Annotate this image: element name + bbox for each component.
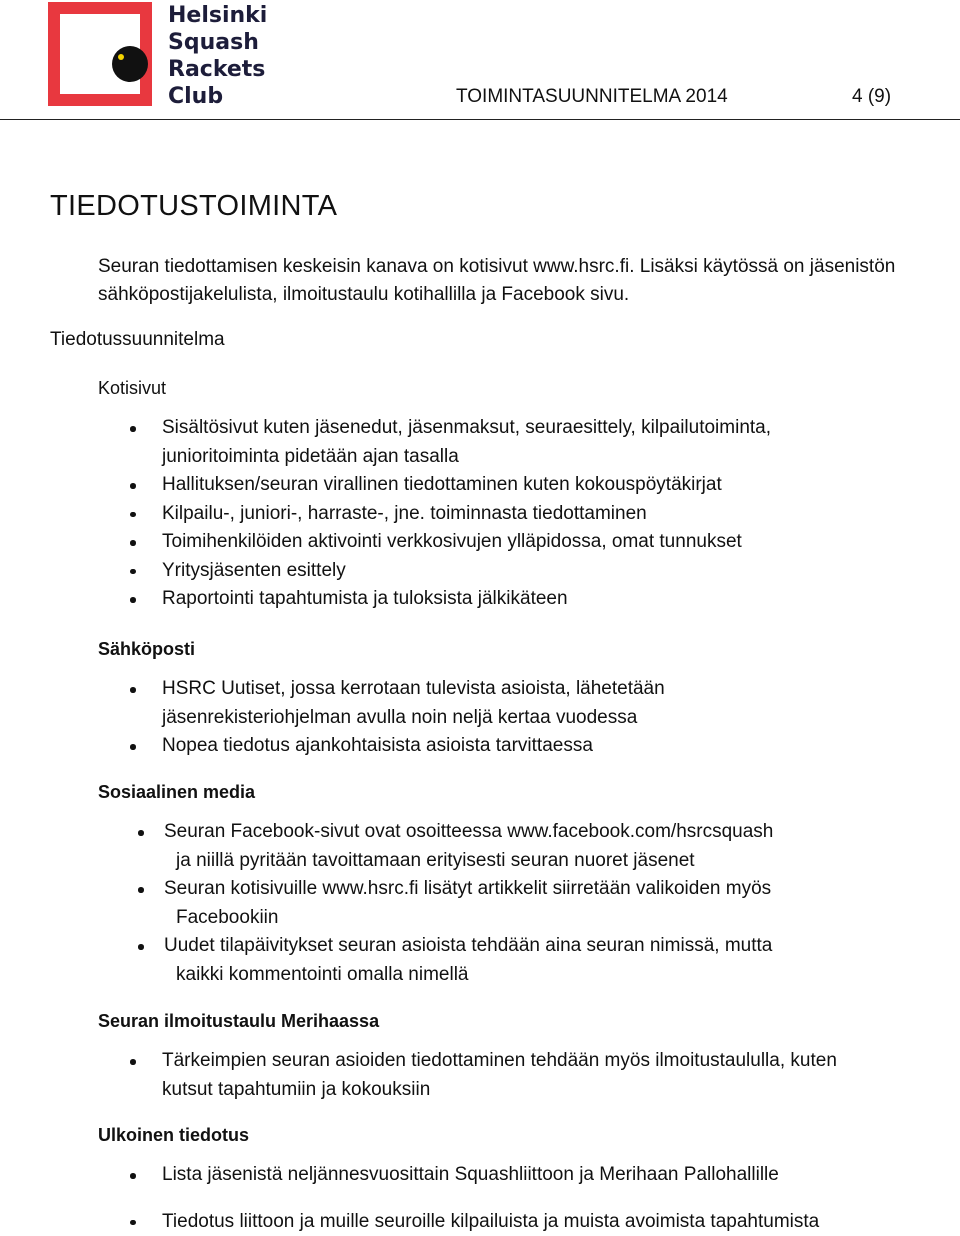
plan-subheading: Tiedotussuunnitelma [50, 329, 225, 351]
club-logo [48, 2, 298, 106]
list-item [98, 818, 918, 875]
page-number: 4 (9) [852, 86, 891, 108]
list-item: Lista jäsenistä neljännesvuosittain Squashliittoon ja Merihaan Pallohallille [98, 1161, 948, 1190]
list-item: Toimihenkilöiden aktivointi verkkosivujen ylläpidossa, omat tunnukset [98, 528, 888, 557]
list-item-line: Seuran Facebook-sivut ovat osoitteessa www.facebook.com/hsrcsquash [164, 821, 773, 842]
ilmoitustaulu-heading: Seuran ilmoitustaulu Merihaassa [98, 1011, 379, 1032]
squash-ball-icon [112, 46, 148, 82]
kotisivut-heading: Kotisivut [98, 378, 166, 399]
list-item: HSRC Uutiset, jossa kerrotaan tulevista asioista, lähetetään jäsenrekisteriohjelman avulla noin neljä kertaa vuodessa [98, 675, 758, 732]
logo-line: Club [168, 83, 267, 110]
ulkoinen-list [98, 1161, 948, 1236]
intro-paragraph: Seuran tiedottamisen keskeisin kanava on kotisivut www.hsrc.fi. Lisäksi käytössä on jäsenistön sähköpostijakelulista, ilmoitustaulu kotihallilla ja Facebook sivu. [98, 253, 918, 309]
logo-line: Helsinki [168, 2, 267, 29]
logo-line: Rackets [168, 56, 267, 83]
list-item-line: Facebookiin [164, 904, 918, 933]
document-title: TOIMINTASUUNNITELMA 2014 [456, 86, 728, 108]
list-item-line: ja niillä pyritään tavoittamaan erityisesti seuran nuoret jäsenet [164, 847, 918, 876]
ilmoitustaulu-list [98, 1047, 888, 1104]
list-item: Yritysjäsenten esittely [98, 557, 888, 586]
logo-text [168, 2, 267, 110]
kotisivut-list [98, 414, 888, 614]
ulkoinen-heading: Ulkoinen tiedotus [98, 1125, 249, 1146]
list-item: Kilpailu-, juniori-, harraste-, jne. toiminnasta tiedottaminen [98, 500, 888, 529]
list-item: Sisältösivut kuten jäsenedut, jäsenmaksut, seuraesittely, kilpailutoiminta, junioritoiminta pidetään ajan tasalla [98, 414, 888, 471]
list-item-line: Seuran kotisivuille www.hsrc.fi lisätyt artikkelit siirretään valikoiden myös [164, 878, 771, 899]
list-item [98, 875, 918, 932]
sahkoposti-heading: Sähköposti [98, 639, 195, 660]
logo-line: Squash [168, 29, 267, 56]
some-heading: Sosiaalinen media [98, 782, 255, 803]
list-item: Tärkeimpien seuran asioiden tiedottaminen tehdään myös ilmoitustaululla, kuten kutsut tapahtumiin ja kokouksiin [98, 1047, 888, 1104]
list-item-line: kaikki kommentointi omalla nimellä [164, 961, 918, 990]
list-item: Tiedotus liittoon ja muille seuroille kilpailuista ja muista avoimista tapahtumista [98, 1208, 948, 1236]
ball-dot-icon [118, 54, 124, 60]
header-divider [0, 119, 960, 120]
list-item: Raportointi tapahtumista ja tuloksista jälkikäteen [98, 585, 888, 614]
list-item: Nopea tiedotus ajankohtaisista asioista tarvittaessa [98, 732, 758, 761]
section-heading: TIEDOTUSTOIMINTA [50, 190, 337, 223]
some-list [98, 818, 918, 989]
list-item [98, 932, 918, 989]
list-item-line: Uudet tilapäivitykset seuran asioista tehdään aina seuran nimissä, mutta [164, 935, 772, 956]
list-item: Hallituksen/seuran virallinen tiedottaminen kuten kokouspöytäkirjat [98, 471, 888, 500]
sahkoposti-list [98, 675, 758, 761]
